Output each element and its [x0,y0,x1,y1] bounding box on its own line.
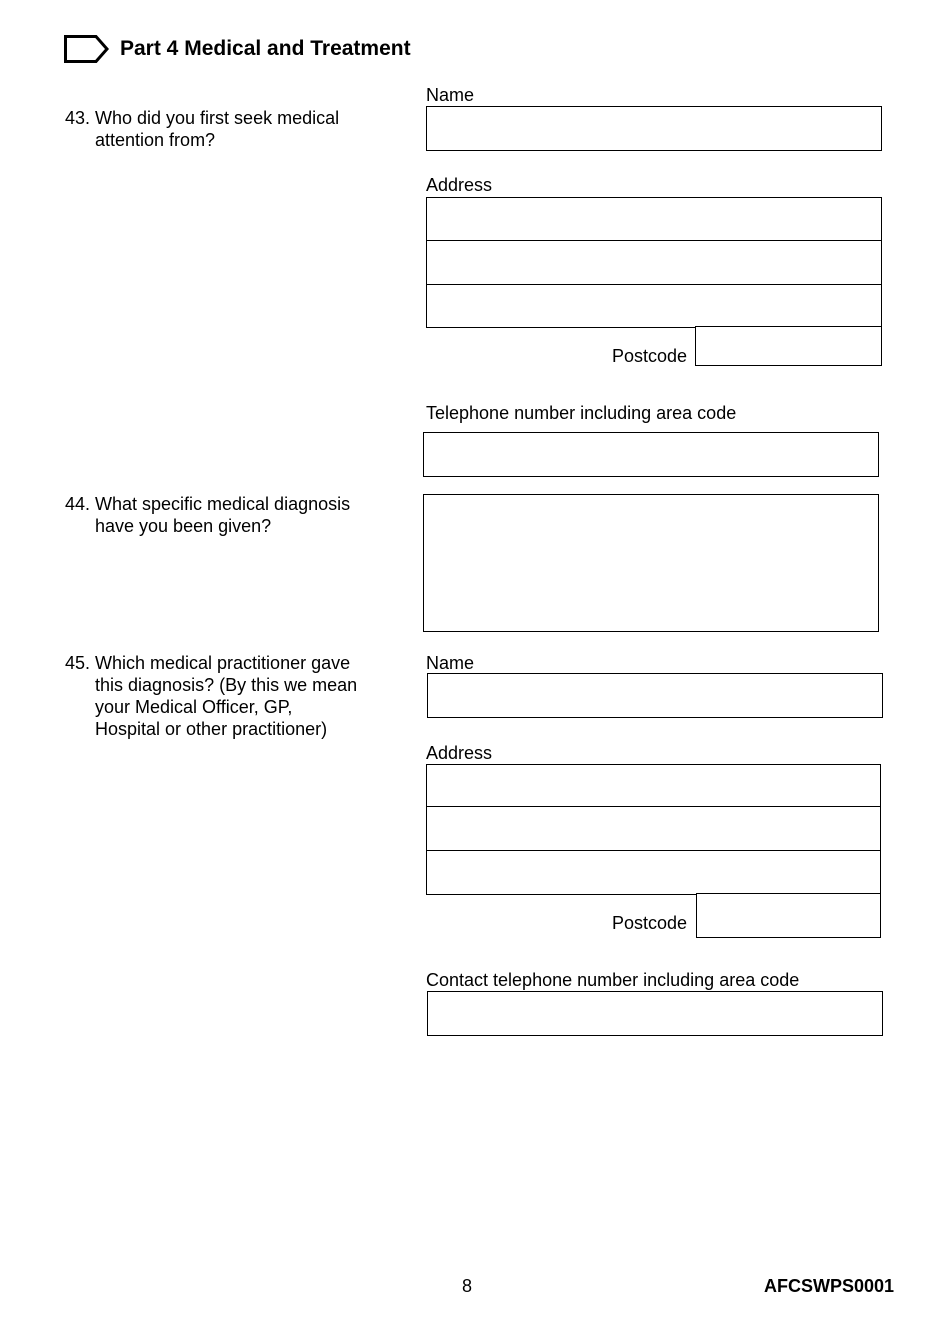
question-45-line-1: Which medical practitioner gave [95,653,351,673]
q44-diagnosis-field[interactable] [423,494,879,632]
question-44-number: 44. [65,494,91,514]
question-43-line-2: attention from? [95,130,216,150]
q45-name-label: Name [426,653,475,673]
question-45-line-2: this diagnosis? (By this we mean [95,675,358,695]
q45-name-field[interactable] [427,673,883,718]
q43-postcode-field[interactable] [695,326,882,366]
q45-telephone-field[interactable] [427,991,883,1036]
question-45-number: 45. [65,653,91,673]
q45-address-line-2-field[interactable] [426,806,881,852]
q45-postcode-field[interactable] [696,893,881,938]
question-45-line-4: Hospital or other practitioner) [95,719,328,739]
q43-address-line-2-field[interactable] [426,240,882,286]
section-title: Part 4 Medical and Treatment [120,37,411,60]
q43-name-field[interactable] [426,106,882,151]
q45-postcode-label: Postcode [612,913,688,933]
q43-address-line-3-field[interactable] [426,284,882,328]
form-code: AFCSWPS0001 [763,1276,894,1296]
q45-address-label: Address [426,743,493,763]
question-43-line-1: Who did you first seek medical [95,108,340,128]
question-44-line-1: What specific medical diagnosis [95,494,351,514]
q43-address-label: Address [426,175,493,195]
q45-address-line-3-field[interactable] [426,850,881,895]
tag-arrow-icon [64,35,110,63]
q45-telephone-label: Contact telephone number including area code [426,970,800,990]
question-43-number: 43. [65,108,91,128]
q43-telephone-label: Telephone number including area code [426,403,737,423]
q43-address-line-1-field[interactable] [426,197,882,242]
question-45-line-3: your Medical Officer, GP, [95,697,293,717]
q43-name-label: Name [426,85,475,105]
q43-postcode-label: Postcode [612,346,688,366]
q45-address-line-1-field[interactable] [426,764,881,808]
page-number: 8 [462,1276,473,1296]
question-44-line-2: have you been given? [95,516,272,536]
q43-telephone-field[interactable] [423,432,879,477]
